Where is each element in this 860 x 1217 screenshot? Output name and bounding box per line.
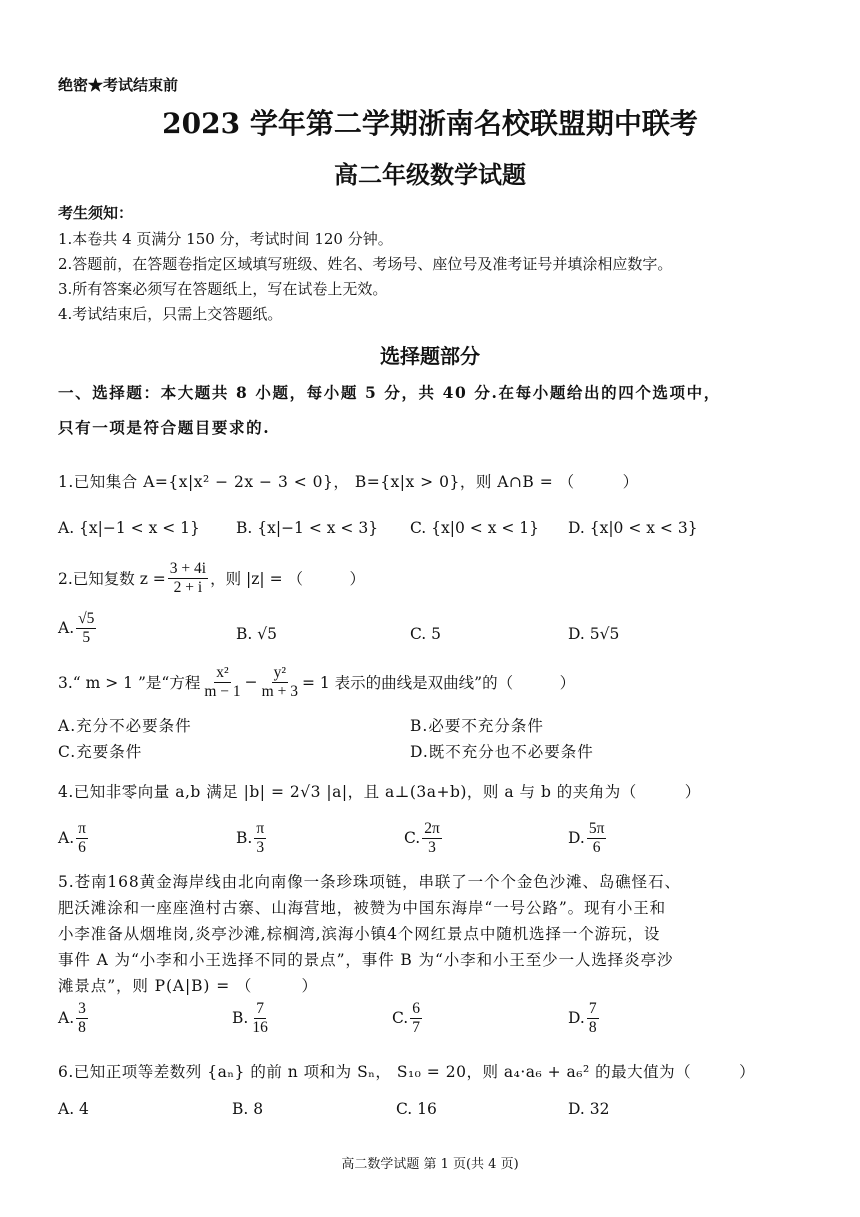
exam-title: 2023 学年第二学期浙南名校联盟期中联考 <box>162 107 698 140</box>
option-fraction <box>587 1000 599 1037</box>
fraction-denominator: 5 <box>82 628 91 646</box>
question-2-option-c: C. 5 <box>410 625 442 643</box>
option-label: A. <box>58 1009 75 1028</box>
option-fraction <box>76 610 96 647</box>
fraction-denominator: 3 <box>428 838 436 856</box>
question-3-fraction-x <box>202 664 242 701</box>
fraction-numerator: √5 <box>78 610 95 627</box>
option-fraction <box>410 1000 422 1037</box>
option-fraction <box>422 820 442 857</box>
option-fraction <box>587 820 607 857</box>
question-2-option-a <box>58 610 98 647</box>
option-fraction <box>254 820 266 857</box>
question-3-option-b: B.必要不充分条件 <box>410 717 544 735</box>
question-1-stem: 1.已知集合 A={x|x² − 2x − 3 < 0}， B={x|x > 0}，则 A∩B = （ ） <box>58 473 639 491</box>
question-5-line: 事件 A 为“小李和小王选择不同的景点”，事件 B 为“小李和小王至少一人选择炎亭沙 <box>58 951 674 969</box>
option-label: C. <box>404 829 421 848</box>
question-6-option-d: D. 32 <box>568 1100 610 1118</box>
option-label: B. <box>232 1009 249 1028</box>
fraction-denominator: 6 <box>592 838 601 856</box>
option-label: D. <box>568 1009 585 1028</box>
question-1-option-d: D. {x|0 < x < 3} <box>568 519 698 537</box>
question-5-line: 小李准备从烟堆岗,炎亭沙滩,棕榈湾,滨海小镇4个网红景点中随机选择一个游玩，设 <box>58 925 661 943</box>
fraction-numerator: 3 + 4i <box>169 560 207 577</box>
fraction-numerator: π <box>256 820 265 837</box>
question-3-stem-post: = 1 表示的曲线是双曲线”的（ ） <box>301 674 576 693</box>
notice-item: 2.答题前，在答题卷指定区域填写班级、姓名、考场号、座位号及准考证号并填涂相应数字。 <box>58 255 673 273</box>
option-label: D. <box>568 829 585 848</box>
fraction-denominator: 7 <box>412 1018 420 1036</box>
question-4-option-d <box>568 820 608 857</box>
fraction-numerator: π <box>78 820 86 837</box>
fraction-numerator: x² <box>216 664 229 681</box>
question-2-stem-pre: 2.已知复数 z = <box>58 570 166 589</box>
fraction-denominator: 2 + i <box>173 578 203 596</box>
fraction-denominator: m − 1 <box>204 682 241 700</box>
question-5-option-d <box>568 1000 601 1037</box>
question-4-option-c <box>404 820 444 857</box>
page-footer: 高二数学试题 第 1 页(共 4 页) <box>341 1157 519 1172</box>
fraction-numerator: 3 <box>78 1000 86 1017</box>
question-3-option-d: D.既不充分也不必要条件 <box>410 743 594 761</box>
fraction-denominator: 8 <box>78 1018 86 1036</box>
question-3-stem <box>58 664 575 701</box>
question-5-option-a <box>58 1000 90 1037</box>
question-2-stem <box>58 560 365 597</box>
fraction-numerator: y² <box>273 664 286 681</box>
question-1-option-a: A. {x|−1 < x < 1} <box>58 519 200 537</box>
secret-label: 绝密★考试结束前 <box>58 76 179 94</box>
question-4-stem: 4.已知非零向量 a,b 满足 |b| = 2√3 |a|，且 a⊥(3a+b)，则 a 与 b 的夹角为（ ） <box>58 783 701 801</box>
question-4-option-a <box>58 820 90 857</box>
question-2-option-b: B. √5 <box>236 625 277 643</box>
notice-item: 3.所有答案必须写在答题纸上，写在试卷上无效。 <box>58 280 388 298</box>
question-6-stem: 6.已知正项等差数列 {aₙ} 的前 n 项和为 Sₙ， S₁₀ = 20，则 a₄·a₆ + a₆² 的最大值为（ ） <box>58 1063 756 1081</box>
question-6-option-a: A. 4 <box>58 1100 89 1118</box>
option-label: B. <box>236 829 253 848</box>
fraction-denominator: 16 <box>252 1018 268 1036</box>
question-5-option-c <box>392 1000 424 1037</box>
question-3-stem-pre: 3.“ m > 1 ”是“方程 <box>58 674 201 693</box>
question-6-option-c: C. 16 <box>396 1100 437 1118</box>
question-5-option-b <box>232 1000 272 1037</box>
question-3-fraction-y <box>260 664 300 701</box>
option-label: A. <box>58 619 75 638</box>
question-4-option-b <box>236 820 268 857</box>
fraction-denominator: m + 3 <box>261 682 298 700</box>
fraction-numerator: 2π <box>424 820 440 837</box>
notice-item: 4.考试结束后，只需上交答题纸。 <box>58 305 283 323</box>
option-fraction <box>76 820 88 857</box>
question-5-line: 滩景点”，则 P(A|B) = （ ） <box>58 977 318 995</box>
option-label: C. <box>392 1009 409 1028</box>
question-1-option-b: B. {x|−1 < x < 3} <box>236 519 379 537</box>
option-fraction <box>76 1000 88 1037</box>
question-5-line: 5.苍南168黄金海岸线由北向南像一条珍珠项链，串联了一个个金色沙滩、岛礁怪石、 <box>58 873 681 891</box>
question-1-option-c: C. {x|0 < x < 1} <box>410 519 539 537</box>
option-label: A. <box>58 829 75 848</box>
fraction-numerator: 7 <box>588 1000 597 1017</box>
section-instruction: 只有一项是符合题目要求的. <box>58 418 271 437</box>
question-5-line: 肥沃滩涂和一座座渔村古寨、山海营地，被赞为中国东海岸“一号公路”。现有小王和 <box>58 899 667 917</box>
question-3-option-a: A.充分不必要条件 <box>58 717 192 735</box>
exam-subtitle: 高二年级数学试题 <box>334 160 526 189</box>
question-2-stem-post: ，则 |z| = （ ） <box>210 570 365 589</box>
question-6-option-b: B. 8 <box>232 1100 264 1118</box>
section-instruction: 一、选择题：本大题共 8 小题，每小题 5 分，共 40 分.在每小题给出的四个选项中， <box>58 383 721 402</box>
notice-heading: 考生须知： <box>58 204 134 222</box>
question-2-option-d: D. 5√5 <box>568 625 620 643</box>
fraction-denominator: 6 <box>78 838 86 856</box>
fraction-denominator: 3 <box>256 838 265 856</box>
fraction-denominator: 8 <box>588 1018 597 1036</box>
section-title: 选择题部分 <box>380 344 480 368</box>
question-3-option-c: C.充要条件 <box>58 743 143 761</box>
notice-item: 1.本卷共 4 页满分 150 分，考试时间 120 分钟。 <box>58 230 393 248</box>
question-2-fraction <box>168 560 208 597</box>
minus-sign: − <box>244 673 258 692</box>
fraction-numerator: 5π <box>588 820 605 837</box>
fraction-numerator: 6 <box>412 1000 420 1017</box>
fraction-numerator: 7 <box>256 1000 264 1017</box>
option-fraction <box>250 1000 270 1037</box>
